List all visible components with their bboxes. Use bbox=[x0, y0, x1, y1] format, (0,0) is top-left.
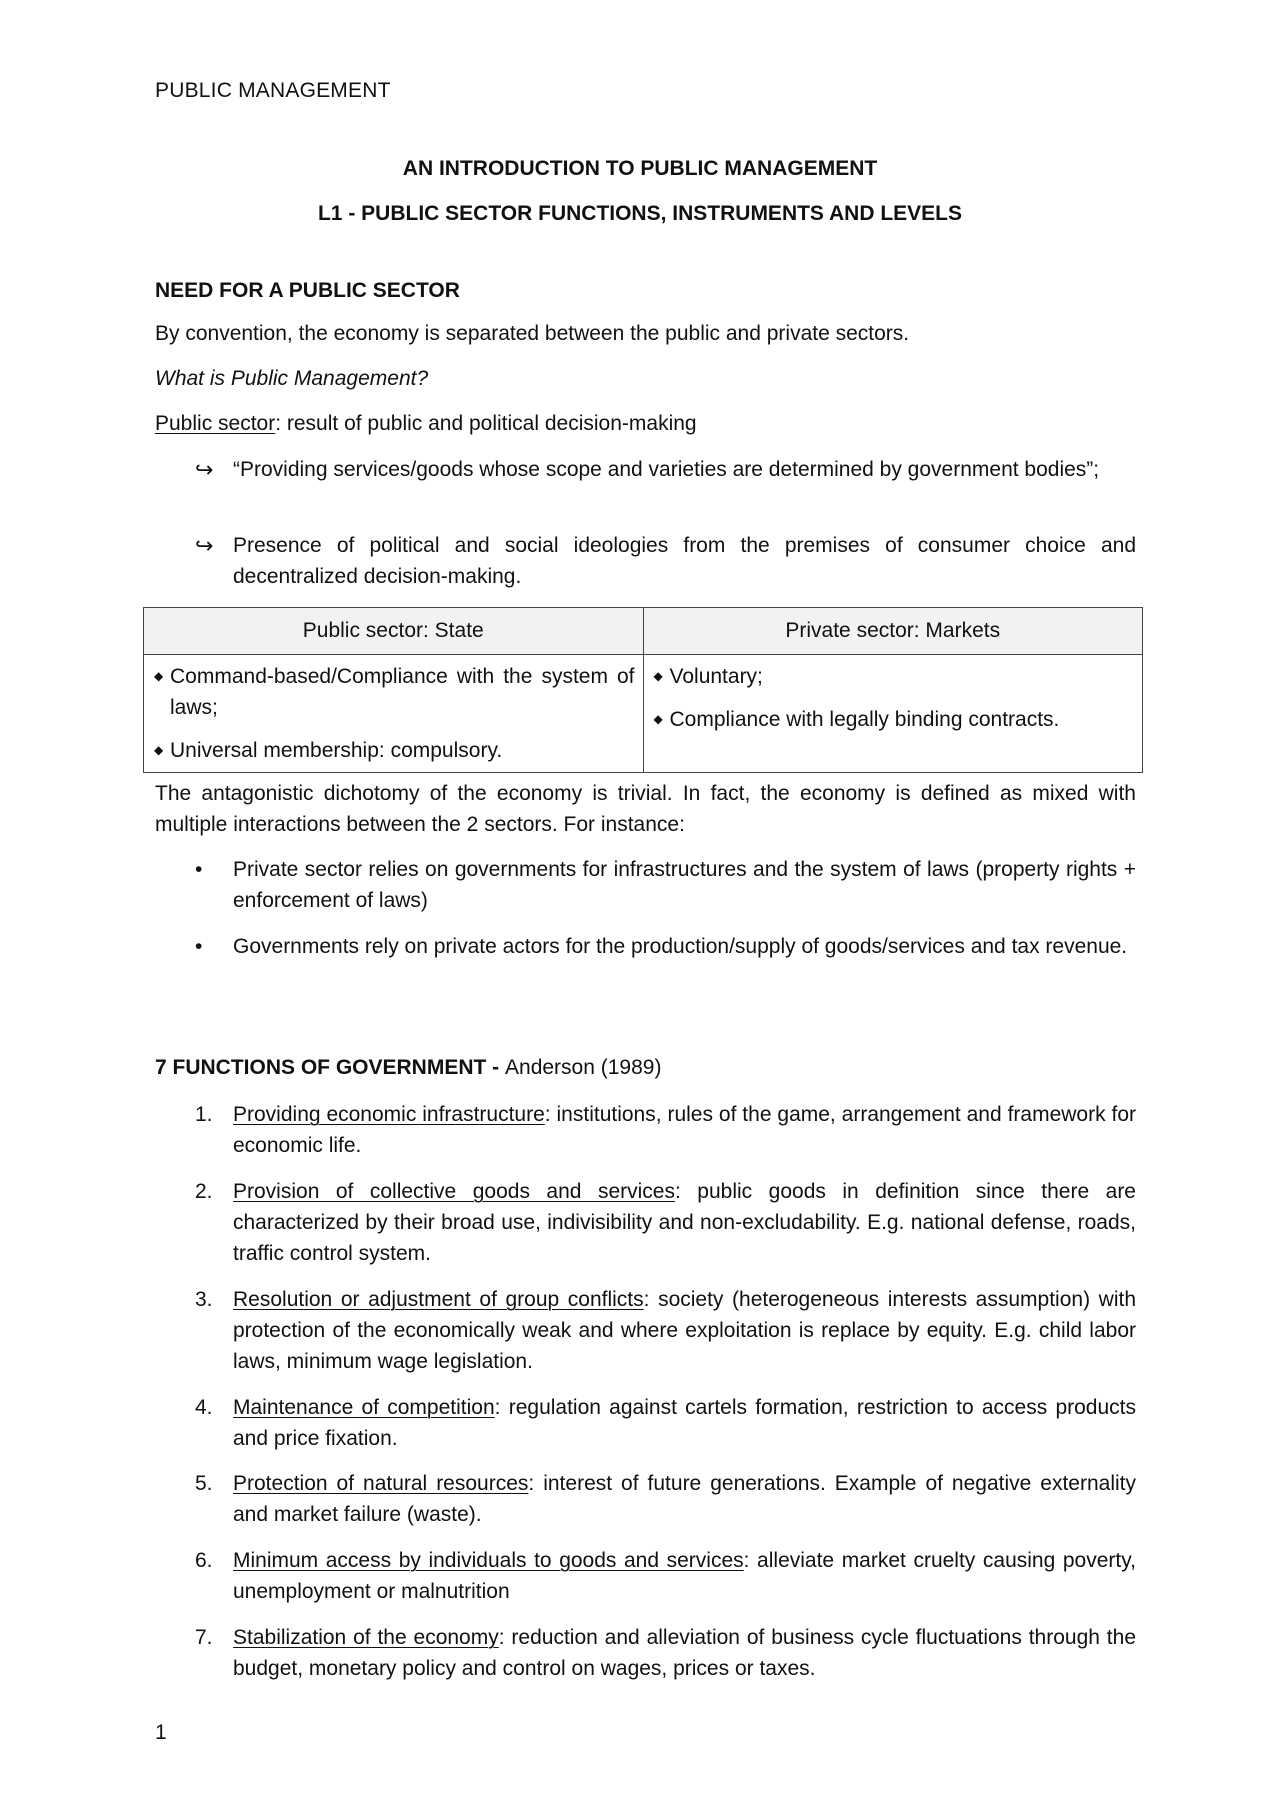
function-term: Resolution or adjustment of group conflicts bbox=[233, 1288, 644, 1311]
function-term: Providing economic infrastructure bbox=[233, 1103, 545, 1126]
arrow-item-text: Presence of political and social ideologies from the premises of consumer choice and decentralized decision-making. bbox=[233, 534, 1136, 588]
running-header: PUBLIC MANAGEMENT bbox=[155, 79, 391, 102]
function-description: : reduction and alleviation of business cycle fluctuations through the budget, monetary policy and control on wages, prices or taxes. bbox=[233, 1626, 1136, 1680]
functions-heading-bold: 7 FUNCTIONS OF GOVERNMENT - bbox=[155, 1056, 506, 1079]
intro-paragraph: By convention, the economy is separated between the public and private sectors. bbox=[155, 322, 910, 345]
section-heading-functions bbox=[155, 1056, 661, 1080]
function-number: 2. bbox=[195, 1180, 213, 1203]
function-item bbox=[155, 1176, 1136, 1269]
question-paragraph: What is Public Management? bbox=[155, 367, 429, 390]
function-item bbox=[155, 1284, 1136, 1377]
function-description: : alleviate market cruelty causing poverty, unemployment or malnutrition bbox=[233, 1549, 1136, 1603]
function-term: Stabilization of the economy bbox=[233, 1626, 499, 1649]
diamond-bullet-icon: ◆ bbox=[653, 712, 663, 726]
function-term: Protection of natural resources bbox=[233, 1472, 529, 1495]
table-bullet-item bbox=[154, 661, 635, 723]
table-header-private: Private sector: Markets bbox=[643, 608, 1143, 655]
definition-text: : result of public and political decision-making bbox=[275, 412, 697, 435]
function-number: 1. bbox=[195, 1103, 213, 1126]
table-cell-public bbox=[144, 655, 644, 773]
diamond-bullet-icon: ◆ bbox=[154, 743, 164, 757]
definition-paragraph bbox=[155, 408, 1136, 439]
arrow-item bbox=[155, 530, 1136, 592]
table-bullet-item bbox=[654, 661, 1135, 692]
diamond-bullet-icon: ◆ bbox=[154, 669, 164, 683]
definition-term: Public sector bbox=[155, 412, 276, 435]
function-item bbox=[155, 1099, 1136, 1161]
function-item bbox=[155, 1392, 1136, 1454]
function-number: 5. bbox=[195, 1472, 213, 1495]
function-number: 6. bbox=[195, 1549, 213, 1572]
function-description: : institutions, rules of the game, arrangement and framework for economic life. bbox=[233, 1103, 1136, 1157]
function-term: Provision of collective goods and services bbox=[233, 1180, 675, 1203]
table-bullet-text: Universal membership: compulsory. bbox=[170, 739, 503, 762]
arrow-item bbox=[155, 454, 1136, 485]
function-description: : society (heterogeneous interests assumption) with protection of the economically weak and where exploitation is replace by equity. E.g. child labor laws, minimum wage legislation. bbox=[233, 1288, 1136, 1373]
table-bullet-text: Voluntary; bbox=[669, 665, 763, 688]
bullet-item-text: Private sector relies on governments for infrastructures and the system of laws (property rights + enforcement of laws) bbox=[233, 858, 1136, 912]
dichotomy-paragraph: The antagonistic dichotomy of the economy is trivial. In fact, the economy is defined as mixed with multiple interactions between the 2 sectors. For instance: bbox=[155, 782, 1136, 836]
function-number: 7. bbox=[195, 1626, 213, 1649]
bullet-item-text: Governments rely on private actors for the production/supply of goods/services and tax revenue. bbox=[233, 935, 1128, 958]
function-number: 3. bbox=[195, 1288, 213, 1311]
function-description: : regulation against cartels formation, restriction to access products and price fixation. bbox=[233, 1396, 1137, 1450]
arrow-icon: ↪ bbox=[195, 457, 214, 482]
document-title: AN INTRODUCTION TO PUBLIC MANAGEMENT bbox=[402, 157, 878, 180]
section-heading-need: NEED FOR A PUBLIC SECTOR bbox=[155, 279, 460, 302]
bullet-icon: • bbox=[195, 858, 203, 881]
table-header-public: Public sector: State bbox=[144, 608, 644, 655]
table-bullet-text: Compliance with legally binding contracts. bbox=[669, 708, 1060, 731]
arrow-icon: ↪ bbox=[195, 533, 214, 558]
function-number: 4. bbox=[195, 1396, 213, 1419]
page-number: 1 bbox=[155, 1721, 167, 1744]
table-bullet-item bbox=[654, 704, 1135, 735]
table-header-row bbox=[144, 608, 1143, 655]
functions-heading-reference: Anderson (1989) bbox=[505, 1056, 662, 1079]
table-cell-private bbox=[643, 655, 1143, 773]
function-description: : public goods in definition since there are characterized by their broad use, indivisibility and non-excludability. E.g. national defense, roads, traffic control system. bbox=[233, 1180, 1136, 1265]
table-row bbox=[144, 655, 1143, 773]
bullet-icon: • bbox=[195, 935, 203, 958]
lecture-title: L1 - PUBLIC SECTOR FUNCTIONS, INSTRUMENTS AND LEVELS bbox=[317, 202, 963, 225]
table-bullet-item bbox=[154, 735, 635, 766]
function-item bbox=[155, 1468, 1136, 1530]
function-item bbox=[155, 1622, 1136, 1684]
function-term: Maintenance of competition bbox=[233, 1396, 495, 1419]
bullet-item bbox=[155, 854, 1136, 916]
table-bullet-text: Command-based/Compliance with the system of laws; bbox=[170, 665, 635, 719]
function-item bbox=[155, 1545, 1136, 1607]
arrow-item-text: “Providing services/goods whose scope and varieties are determined by government bodies”; bbox=[233, 458, 1100, 481]
sector-comparison-table bbox=[143, 607, 1143, 773]
function-description: : interest of future generations. Example of negative externality and market failure (waste). bbox=[233, 1472, 1137, 1526]
function-term: Minimum access by individuals to goods and services bbox=[233, 1549, 744, 1572]
bullet-item bbox=[155, 931, 1136, 962]
diamond-bullet-icon: ◆ bbox=[653, 669, 663, 683]
